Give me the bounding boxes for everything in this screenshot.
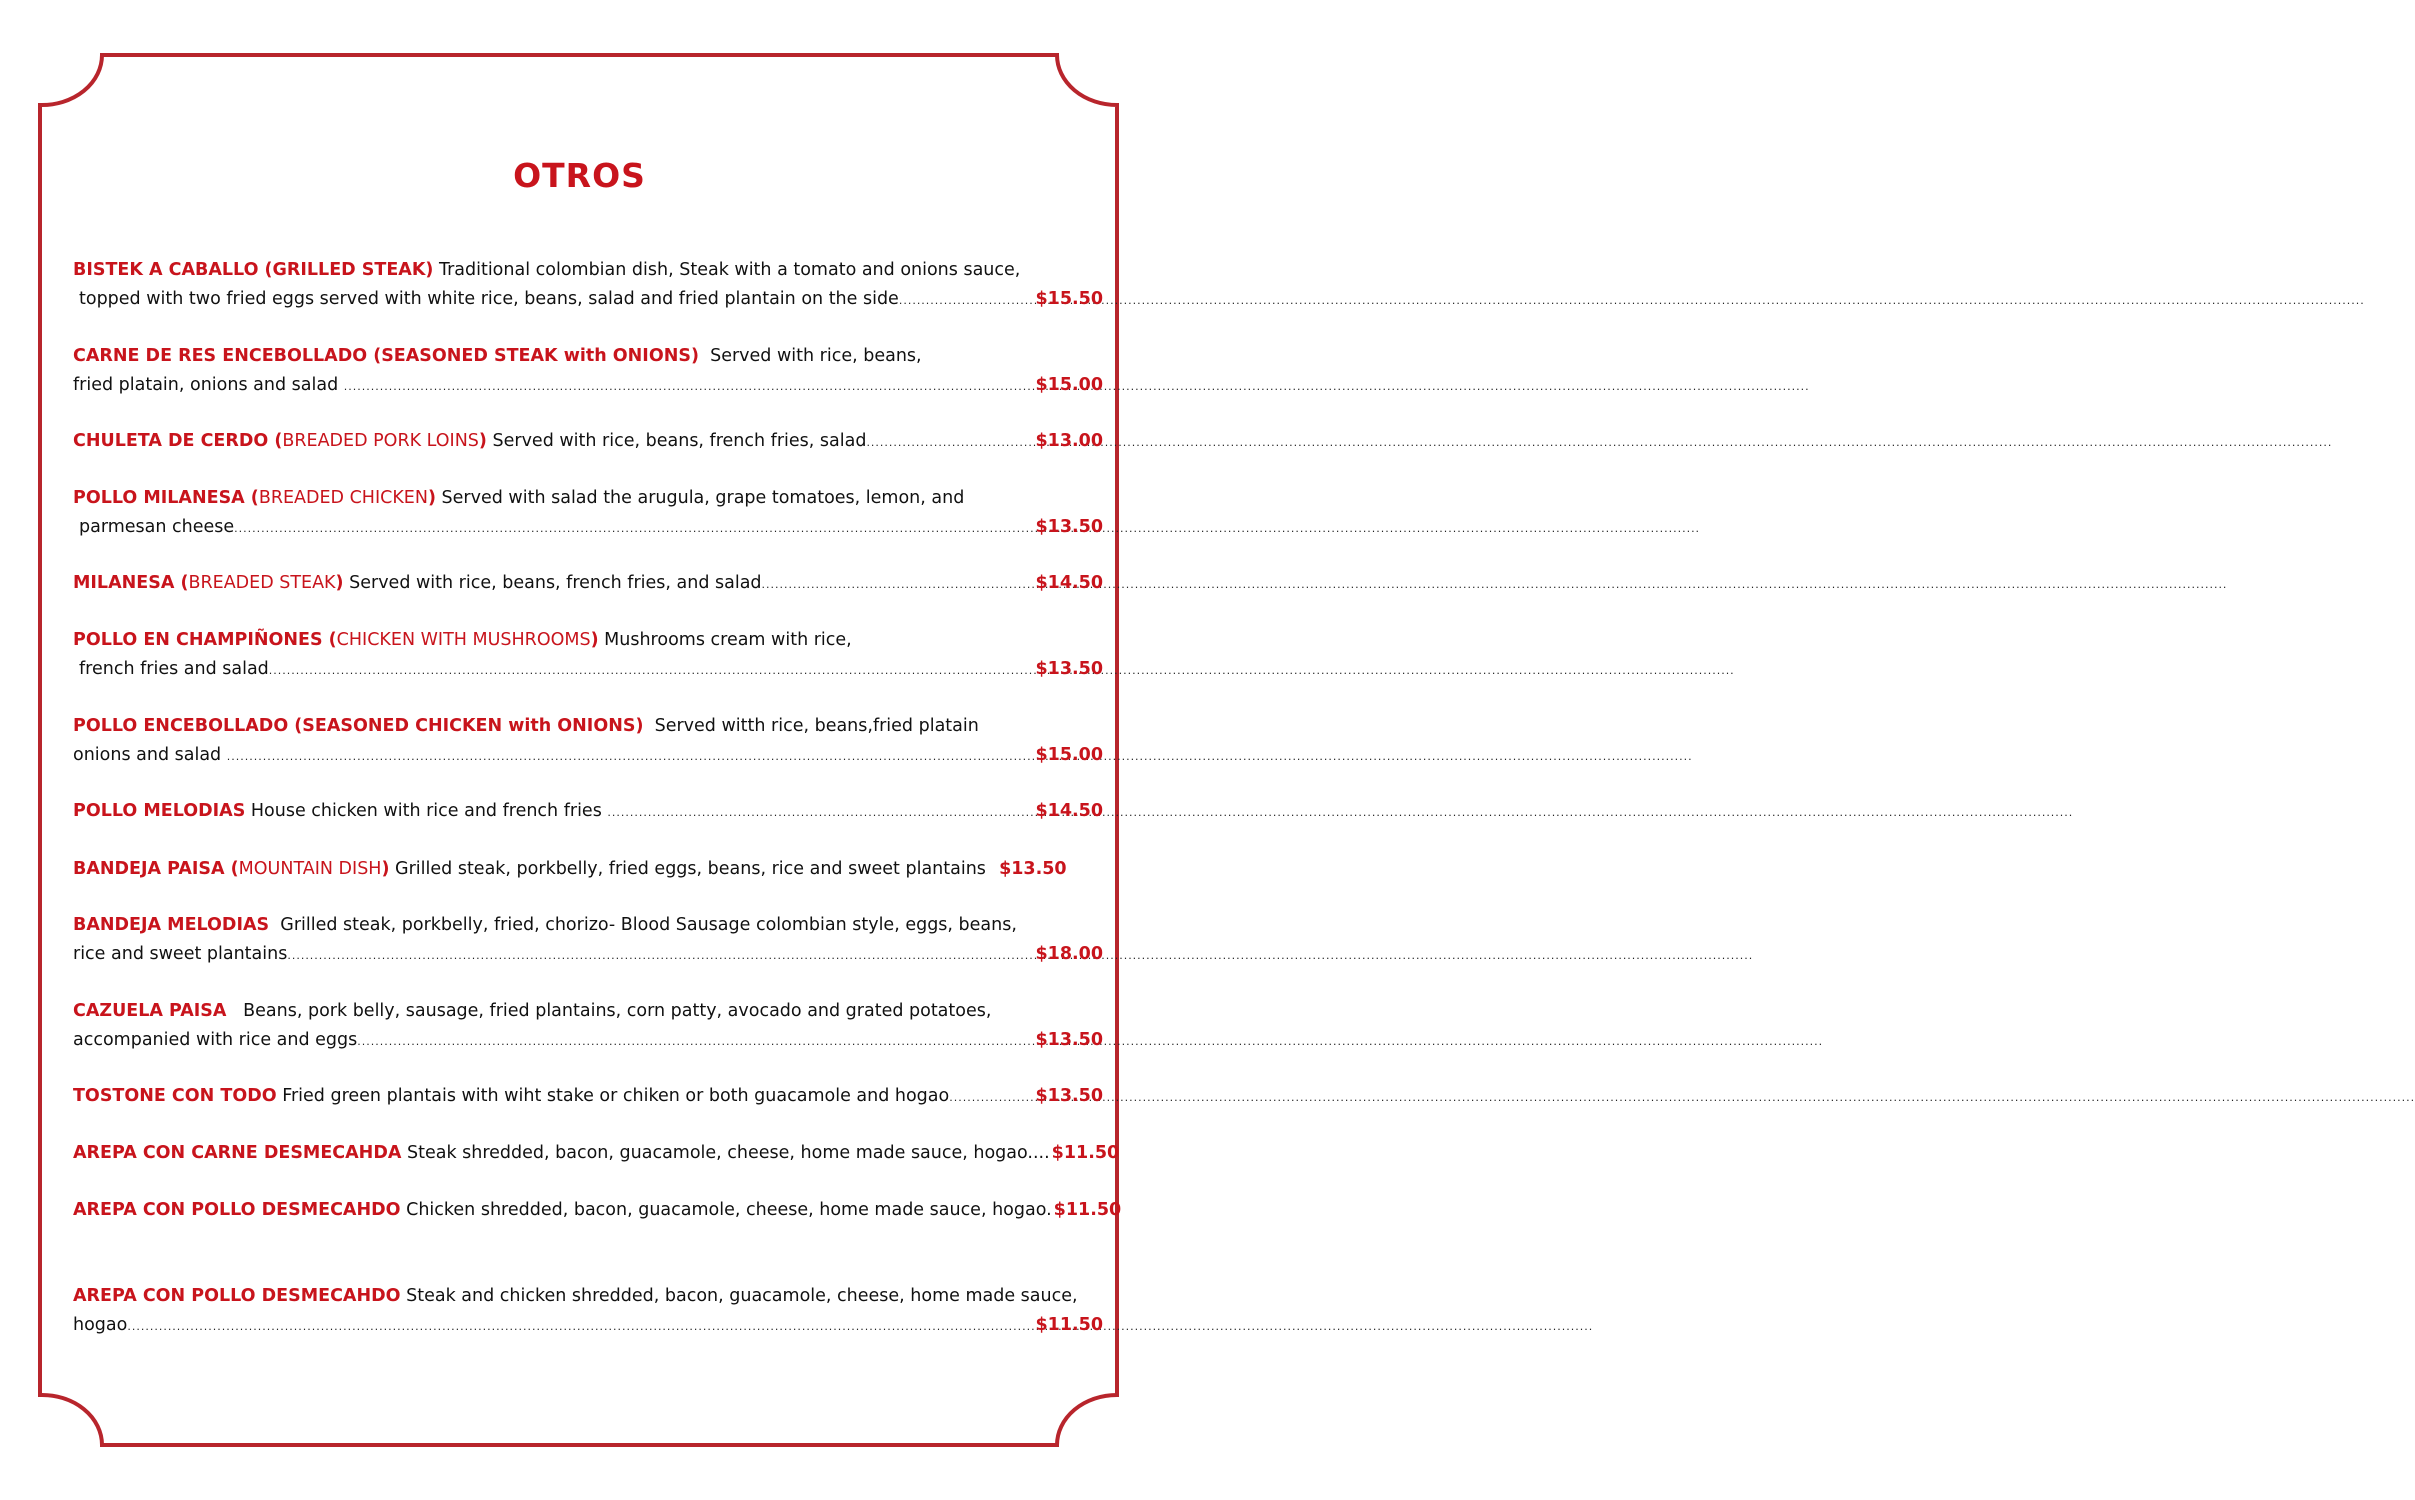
item-description: accompanied with rice and eggs	[73, 1029, 358, 1050]
dot-leader	[344, 373, 1034, 402]
item-description: Fried green plantais with wiht stake or chiken or both guacamole and hogao	[282, 1086, 950, 1106]
menu-item	[73, 256, 1103, 315]
item-description: Steak shredded, bacon, guacamole, cheese, home made sauce, hogao....	[406, 1143, 1050, 1163]
dot-leader	[127, 1313, 1033, 1342]
item-description: Served with rice, beans,	[710, 346, 922, 366]
item-description: french fries and salad	[79, 658, 269, 679]
item-name-english: BREADED PORK LOINS	[282, 431, 479, 451]
item-name: POLLO ENCEBOLLADO (SEASONED CHICKEN with ONIONS)	[73, 716, 644, 736]
item-price: $11.50	[1051, 1143, 1120, 1163]
item-name-english: MOUNTAIN DISH	[238, 859, 382, 879]
item-description: Served with rice, beans, french fries, and salad	[349, 573, 762, 593]
item-name: CARNE DE RES ENCEBOLLADO (SEASONED STEAK with ONIONS)	[73, 346, 699, 366]
menu-item	[73, 626, 1103, 685]
item-price: $15.00	[1035, 744, 1103, 765]
item-price: $13.00	[1035, 431, 1103, 451]
item-name-close: )	[427, 488, 436, 508]
item-name-close: )	[335, 573, 344, 593]
dot-leader	[227, 743, 1034, 772]
item-name: AREPA CON CARNE DESMECAHDA	[73, 1143, 402, 1163]
item-name-english: CHICKEN WITH MUSHROOMS	[336, 630, 591, 650]
item-description: Steak and chicken shredded, bacon, guacamole, cheese, home made sauce,	[406, 1286, 1078, 1306]
item-description: fried platain, onions and salad	[73, 374, 339, 395]
dot-leader	[607, 799, 1033, 828]
item-name: POLLO EN CHAMPIÑONES (	[73, 630, 337, 650]
item-description: Grilled steak, porkbelly, fried eggs, beans, rice and sweet plantains	[395, 859, 986, 879]
dot-leader	[762, 571, 1034, 600]
item-price: $15.00	[1035, 374, 1103, 395]
item-name: BANDEJA MELODIAS	[73, 915, 270, 935]
item-description: rice and sweet plantains	[73, 943, 288, 964]
dot-leader	[866, 429, 1033, 458]
item-price: $11.50	[1035, 1314, 1103, 1335]
item-description: Beans, pork belly, sausage, fried plantains, corn patty, avocado and grated potatoes,	[243, 1001, 992, 1021]
menu-item	[73, 1196, 1122, 1225]
item-price: $13.50	[1035, 1029, 1103, 1050]
dot-leader	[269, 657, 1034, 686]
item-description: Served with rice, beans, french fries, salad	[492, 431, 867, 451]
menu-item	[73, 569, 1103, 600]
item-description: Chicken shredded, bacon, guacamole, cheese, home made sauce, hogao.	[406, 1200, 1052, 1220]
item-description: onions and salad	[73, 744, 222, 765]
item-price: $13.50	[1035, 1086, 1103, 1106]
item-description: Grilled steak, porkbelly, fried, chorizo- Blood Sausage colombian style, eggs, beans,	[280, 915, 1017, 935]
item-name: CAZUELA PAISA	[73, 1001, 227, 1021]
item-name: BISTEK A CABALLO (GRILLED STEAK)	[73, 260, 434, 280]
item-name: BANDEJA PAISA (	[73, 859, 239, 879]
menu-item	[73, 427, 1103, 458]
dot-leader	[234, 515, 1033, 544]
item-name: POLLO MILANESA (	[73, 488, 259, 508]
dot-leader	[949, 1084, 1033, 1113]
item-price: $13.50	[1035, 516, 1103, 537]
item-name: TOSTONE CON TODO	[73, 1086, 277, 1106]
menu-item	[73, 342, 1103, 401]
item-name: AREPA CON POLLO DESMECAHDO	[73, 1200, 401, 1220]
item-description: Served witth rice, beans,fried platain	[654, 716, 979, 736]
item-price: $14.50	[1035, 801, 1103, 821]
menu-item	[73, 484, 1103, 543]
item-name: MILANESA (	[73, 573, 189, 593]
item-price: $13.50	[1035, 658, 1103, 679]
menu-item	[73, 1082, 1103, 1113]
item-description: hogao	[73, 1314, 128, 1335]
item-name-english: BREADED CHICKEN	[258, 488, 428, 508]
item-description: House chicken with rice and french fries	[250, 801, 602, 821]
item-price: $15.50	[1035, 288, 1103, 309]
item-description: Mushrooms cream with rice,	[604, 630, 852, 650]
menu-item	[73, 797, 1103, 828]
item-name: AREPA CON POLLO DESMECAHDO	[73, 1286, 401, 1306]
menu-item	[73, 997, 1103, 1056]
item-description: topped with two fried eggs served with white rice, beans, salad and fried plantain on the side	[79, 288, 899, 309]
dot-leader	[899, 287, 1034, 316]
menu-item	[73, 1282, 1103, 1341]
item-name-close: )	[478, 431, 487, 451]
item-name-close: )	[590, 630, 599, 650]
item-description: Traditional colombian dish, Steak with a tomato and onions sauce,	[438, 260, 1021, 280]
item-name: CHULETA DE CERDO (	[73, 431, 283, 451]
item-price: $11.50	[1053, 1200, 1122, 1220]
menu-item	[73, 855, 1103, 884]
page-title: OTROS	[513, 156, 646, 195]
item-name: POLLO MELODIAS	[73, 801, 246, 821]
dot-leader	[287, 942, 1033, 971]
menu-item	[73, 712, 1103, 771]
dot-leader	[357, 1028, 1033, 1057]
menu-item	[73, 911, 1103, 970]
item-description: parmesan cheese	[79, 516, 235, 537]
item-name-english: BREADED STEAK	[188, 573, 336, 593]
item-description: Served with salad the arugula, grape tomatoes, lemon, and	[441, 488, 965, 508]
item-price: $14.50	[1035, 573, 1103, 593]
item-price: $13.50	[999, 859, 1067, 879]
item-name-close: )	[381, 859, 390, 879]
menu-item	[73, 1139, 1120, 1168]
item-price: $18.00	[1035, 943, 1103, 964]
